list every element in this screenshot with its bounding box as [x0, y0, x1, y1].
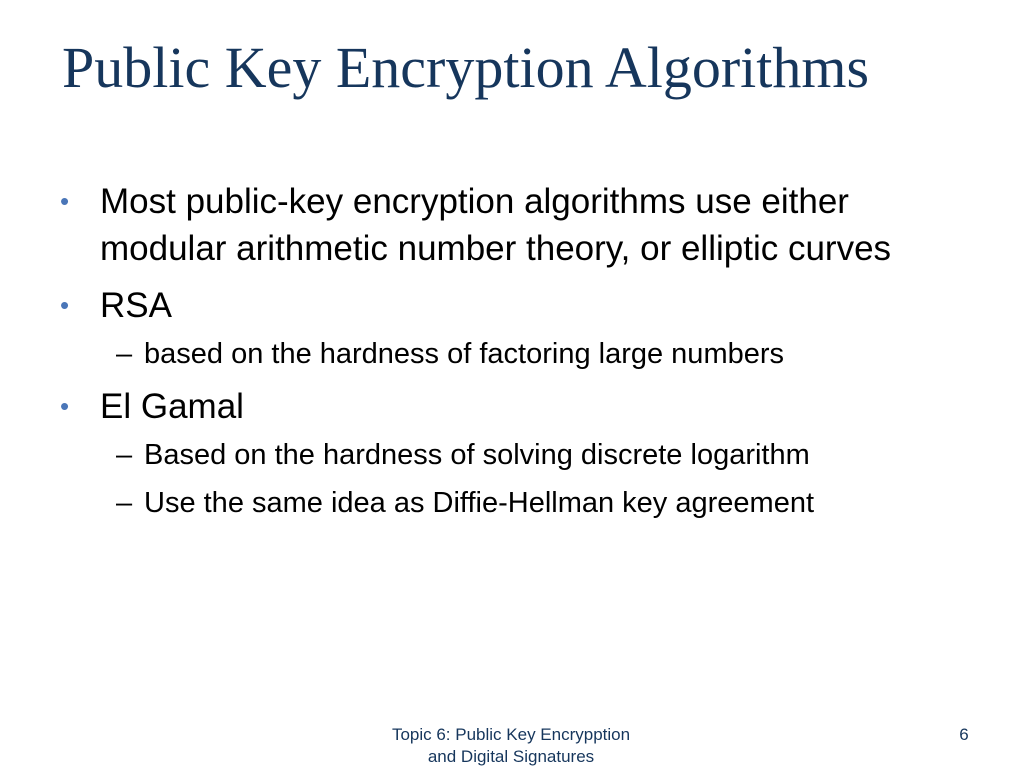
sub-bullet-item [60, 436, 980, 474]
dash-icon: – [116, 439, 133, 471]
footer-line-2: and Digital Signatures [427, 747, 595, 766]
bullet-item [60, 282, 980, 329]
bullet-dot-icon: • [60, 391, 70, 421]
bullet-dot-icon: • [60, 290, 70, 320]
sub-bullet-text: based on the hardness of factoring large numbers [144, 338, 785, 370]
bullet-dot-icon: • [60, 186, 70, 216]
bullet-item [60, 383, 980, 430]
slide-body [60, 178, 980, 532]
bullet-item [60, 178, 980, 272]
sub-bullet-item [60, 335, 980, 373]
sub-bullet-text: Use the same idea as Diffie-Hellman key agreement [144, 487, 815, 519]
dash-icon: – [116, 487, 133, 519]
slide-title: Public Key Encryption Algorithms [62, 35, 870, 100]
dash-icon: – [116, 338, 133, 370]
page-number: 6 [959, 725, 969, 744]
slide-footer [356, 724, 666, 768]
sub-bullet-text: Based on the hardness of solving discrete logarithm [144, 439, 810, 471]
bullet-text: El Gamal [100, 387, 244, 426]
sub-bullet-item [60, 484, 980, 522]
bullet-text: Most public-key encryption algorithms use either modular arithmetic number theory, or elliptic curves [100, 182, 892, 268]
footer-line-1: Topic 6: Public Key Encrypption [391, 725, 631, 744]
bullet-text: RSA [100, 286, 172, 325]
